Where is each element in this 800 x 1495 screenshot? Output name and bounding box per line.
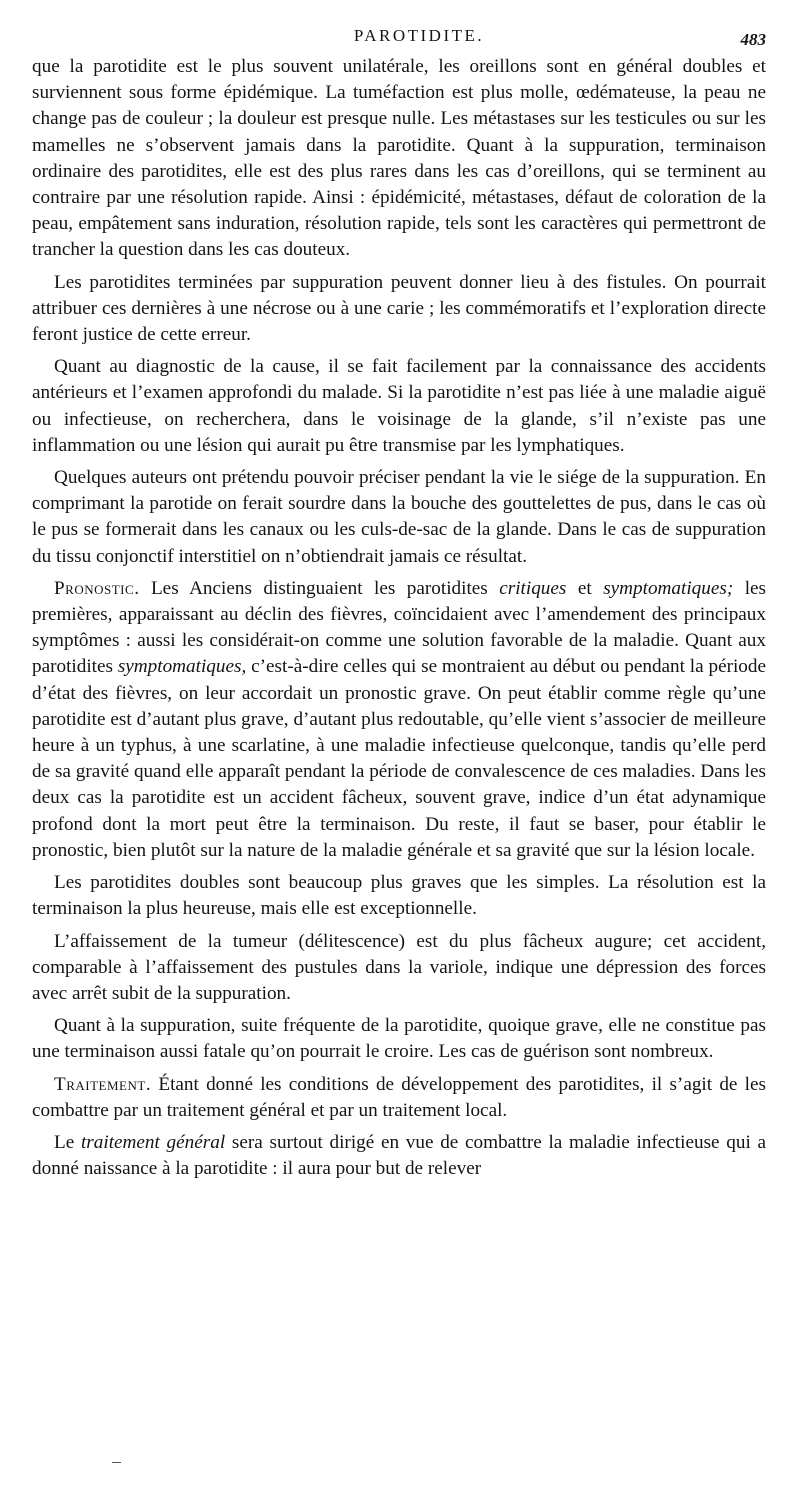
pronostic-text-4: c’est-à-dire celles qui se montraient au début ou pendant la période d’état des fièvres, on leur accordait un pronostic grave. On peut établir comme règle qu’une parotidite est d’autant plus grave, d’autant plus redoutable, qu’elle vient s’associer de meilleure heure à un typhus, à une scarlatine, à une maladie infectieuse quelconque, tandis qu’elle perd de sa gravité quand elle apparaît pendant la période de convalescence de ces maladies. Dans les deux cas la parotidite est un accident fâcheux, souvent grave, indice d’un état adynamique profond dont la mort peut être la terminaison. Du reste, il faut se baser, pour établir le pronostic, bien plutôt sur la nature de la maladie générale et sa gravité que sur la lésion locale. (32, 656, 767, 861)
last-text-1: Le (54, 1131, 75, 1153)
body-text (32, 54, 766, 1182)
paragraph-oreillons-comparison: que la parotidite est le plus souvent unilatérale, les oreillons sont en général doubles et surviennent sous forme épidémique. La tuméfaction est plus molle, œdémateuse, la peau ne change pas de couleur ; la douleur est presque nulle. Les métastases sur les testicules ou sur les mamelles ne s’observent jamais dans la parotidite. Quant à la suppuration, terminaison ordinaire des parotidites, elle est des plus rares dans les cas d’oreillons, qui se terminent au contraire par une résolution rapide. Ainsi : épidémicité, métastases, défaut de coloration de la peau, empâtement sans induration, résolution rapide, tels sont les caractères qui permettront de trancher la question dans les cas douteux. (32, 56, 766, 261)
paragraph-siege-suppuration: Quelques auteurs ont prétendu pouvoir préciser pendant la vie le siége de la suppuration. En comprimant la parotide on ferait sourdre dans la bouche des gouttelettes de pus, dans le cas où le pus se formerait dans les canaux ou les culs-de-sac de la glande. Dans le cas de suppuration du tissu conjonctif interstitiel on n’obtiendrait jamais ce résultat. (32, 467, 766, 567)
term-traitement-general: traitement général (80, 1131, 226, 1153)
paragraph-fistules: Les parotidites terminées par suppuration peuvent donner lieu à des fistules. On pourrait attribuer ces dernières à une nécrose ou à une carie ; les commémoratifs et l’exploration directe feront justice de cette erreur. (32, 271, 766, 346)
pronostic-text-1: Les Anciens distinguaient les parotidites (150, 577, 488, 599)
book-page (32, 26, 766, 1188)
pronostic-text-3: les premières, apparaissant au déclin des fièvres, coïncidaient avec l’amendement des principaux symptômes : aussi les considérait-on comme une solution favorable de la maladie. Quant aux parotidites (32, 577, 767, 678)
paragraph-diagnostic-cause: Quant au diagnostic de la cause, il se fait facilement par la connaissance des accidents antérieurs et l’examen approfondi du malade. Si la parotidite n’est pas liée à une maladie aiguë ou infectieuse, on recherchera, dans le voisinage de la glande, s’il n’existe pas une inflammation ou une lésion qui aurait pu être transmise par les lymphatiques. (32, 356, 766, 456)
paragraph-traitement-general (32, 1130, 766, 1182)
paragraph-traitement (32, 1072, 766, 1124)
pronostic-term-critiques: critiques (499, 577, 567, 599)
pronostic-text-2: et (577, 577, 592, 599)
section-heading-traitement: Traitement . (54, 1074, 151, 1095)
footer-mark (112, 1462, 121, 1463)
page-number: 483 (740, 30, 766, 49)
running-title: PAROTIDITE. (353, 26, 485, 45)
section-heading-pronostic: Pronostic . (54, 578, 139, 599)
paragraph-delitescence: L’affaissement de la tumeur (délitescence) est du plus fâcheux augure; cet accident, comparable à l’affaissement des pustules dans la variole, indique une dépression des forces avec arrêt subit de la suppuration. (32, 930, 766, 1004)
paragraph-doubles: Les parotidites doubles sont beaucoup plus graves que les simples. La résolution est la terminaison la plus heureuse, mais elle est exceptionnelle. (32, 872, 766, 920)
running-head (32, 26, 766, 54)
paragraph-pronostic (32, 576, 766, 864)
last-text-2: sera surtout dirigé en vue de combattre la maladie infectieuse qui a donné naissance à la parotidite : il aura pour but de relever (32, 1131, 767, 1180)
traitement-text: Étant donné les conditions de développement des parotidites, il s’agit de les combattre par un traitement général et par un traitement local. (32, 1073, 766, 1121)
pronostic-term-symptomatiques-2: symptomatiques, (117, 656, 247, 678)
pronostic-term-symptomatiques: symptomatiques; (603, 577, 734, 599)
paragraph-suppuration-guerison: Quant à la suppuration, suite fréquente de la parotidite, quoique grave, elle ne constitue pas une terminaison aussi fatale qu’on pourrait le croire. Les cas de guérison sont nombreux. (32, 1015, 766, 1063)
